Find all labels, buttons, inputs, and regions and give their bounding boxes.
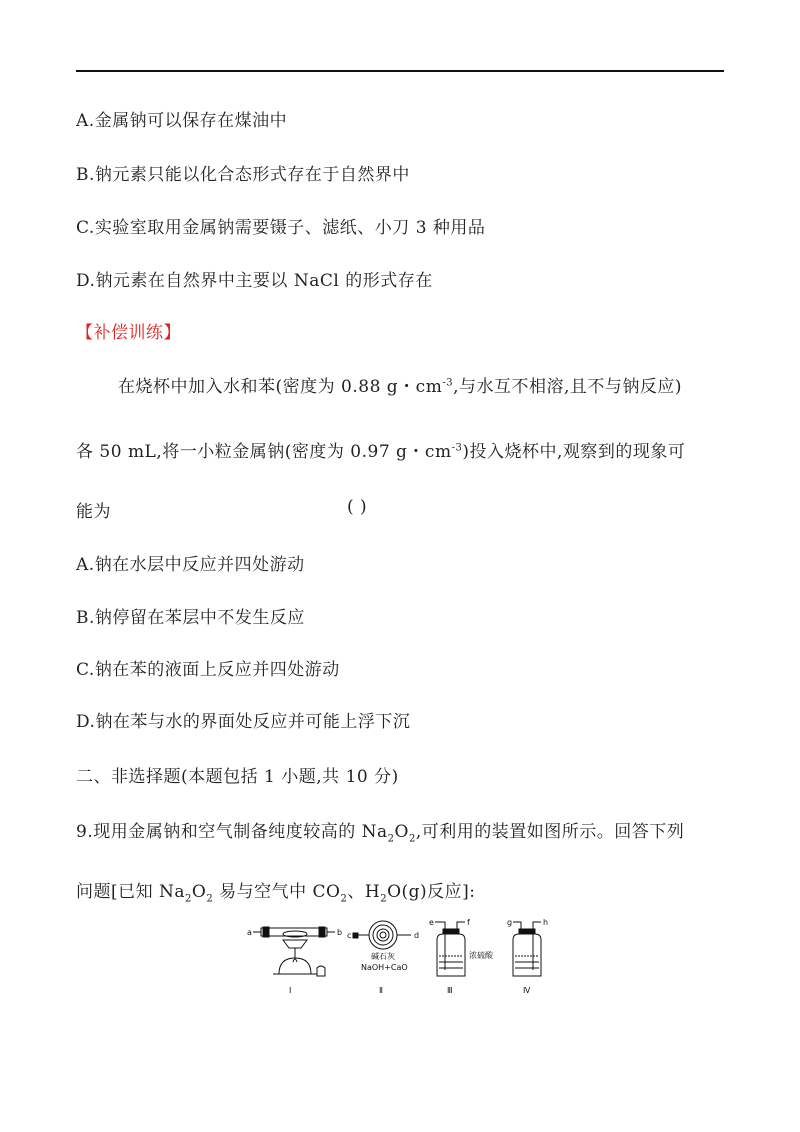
question9-line1: 9.现用金属钠和空气制备纯度较高的 $Na_2O_2$,可利用的装置如图所示。回答下列 <box>76 822 685 845</box>
q8-option-b: B.钠停留在苯层中不发生反应 <box>76 608 305 628</box>
reagent-iii-name: 浓硫酸 <box>469 951 493 960</box>
option-b: B.钠元素只能以化合态形式存在于自然界中 <box>76 165 410 185</box>
apparatus-iii <box>435 922 465 976</box>
label-g: g <box>507 918 513 927</box>
q8-option-a: A.钠在水层中反应并四处游动 <box>76 555 305 575</box>
section2-heading: 二、非选择题(本题包括 1 小题,共 10 分) <box>76 767 399 787</box>
lamp-cap-shape <box>317 966 325 976</box>
question8-line1: 在烧杯中加入水和苯(密度为 0.88 g・$cm^{-3}$,与水互不相溶,且不与钠反应) <box>118 377 683 397</box>
apparatus-iv <box>513 922 541 976</box>
label-a: a <box>247 928 252 937</box>
option-d: D.钠元素在自然界中主要以 NaCl 的形式存在 <box>76 271 433 291</box>
roman-i: Ⅰ <box>289 986 292 995</box>
label-c: c <box>347 931 352 940</box>
header-rule <box>76 70 724 72</box>
roman-ii: Ⅱ <box>379 986 383 995</box>
option-a: A.金属钠可以保存在煤油中 <box>76 111 288 131</box>
label-e: e <box>429 918 434 927</box>
q8-option-c: C.钠在苯的液面上反应并四处游动 <box>76 660 340 680</box>
label-d: d <box>414 931 420 940</box>
apparatus-ii <box>353 921 411 949</box>
section-tag: 【补偿训练】 <box>76 323 181 343</box>
apparatus-figure <box>245 918 560 998</box>
label-h: h <box>543 918 549 927</box>
question8-line2: 各 50 mL,将一小粒金属钠(密度为 0.97 g・$cm^{-3}$)投入烧杯中,观察到的现象可 <box>76 442 686 462</box>
q8-option-d: D.钠在苯与水的界面处反应并可能上浮下沉 <box>76 712 411 732</box>
question9-line2: 问题[已知 $Na_2O_2$ 易与空气中 $CO_2$、$H_2O(g)$反应]: <box>76 882 476 905</box>
answer-blank: ( ) <box>347 497 368 517</box>
apparatus-i <box>253 927 335 974</box>
roman-iii: Ⅲ <box>447 986 453 995</box>
roman-iv: Ⅳ <box>523 986 531 995</box>
reagent-ii-name: 碱石灰 <box>371 952 395 961</box>
option-c: C.实验室取用金属钠需要镊子、滤纸、小刀 3 种用品 <box>76 218 486 238</box>
label-f: f <box>467 918 470 927</box>
reagent-ii-formula: NaOH+CaO <box>361 963 408 972</box>
apparatus-drawing <box>245 918 560 998</box>
label-b: b <box>337 928 343 937</box>
question8-line3: 能为 <box>76 502 111 522</box>
